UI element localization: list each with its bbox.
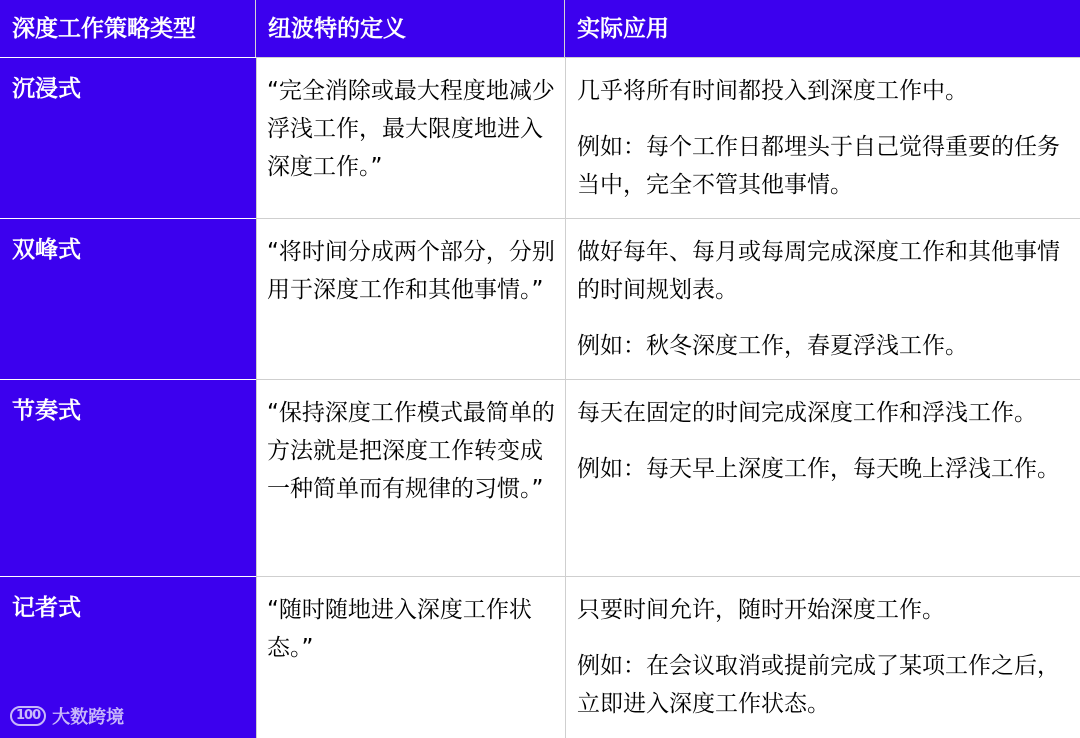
row-type-cell: 沉浸式 <box>0 57 256 218</box>
application-example: 例如：秋冬深度工作，春夏浮浅工作。 <box>577 333 968 359</box>
application-text: 做好每年、每月或每周完成深度工作和其他事情的时间规划表。 <box>577 239 1060 303</box>
row-application-cell <box>565 218 1080 379</box>
application-example: 例如：每个工作日都埋头于自己觉得重要的任务当中，完全不管其他事情。 <box>577 134 1060 198</box>
row-definition-cell: “将时间分成两个部分，分别用于深度工作和其他事情。” <box>256 218 565 379</box>
row-definition-cell: “完全消除或最大程度地减少浮浅工作，最大限度地进入深度工作。” <box>256 57 565 218</box>
application-text: 只要时间允许，随时开始深度工作。 <box>577 597 945 623</box>
row-application-cell <box>565 576 1080 738</box>
header-practical-application: 实际应用 <box>565 0 1080 57</box>
row-type-cell: 双峰式 <box>0 218 256 379</box>
application-example: 例如：每天早上深度工作，每天晚上浮浅工作。 <box>577 456 1060 482</box>
row-application-cell <box>565 57 1080 218</box>
watermark <box>10 703 124 729</box>
watermark-logo-icon: 100 <box>10 706 46 726</box>
row-application-cell <box>565 379 1080 576</box>
row-definition-cell: “保持深度工作模式最简单的方法就是把深度工作转变成一种简单而有规律的习惯。” <box>256 379 565 576</box>
application-example: 例如：在会议取消或提前完成了某项工作之后，立即进入深度工作状态。 <box>577 653 1060 717</box>
header-newport-definition: 纽波特的定义 <box>256 0 565 57</box>
row-type-cell: 节奏式 <box>0 379 256 576</box>
watermark-text: 大数跨境 <box>52 707 125 728</box>
application-text: 每天在固定的时间完成深度工作和浮浅工作。 <box>577 400 1037 426</box>
header-strategy-type: 深度工作策略类型 <box>0 0 256 57</box>
row-definition-cell: “随时随地进入深度工作状态。” <box>256 576 565 738</box>
application-text: 几乎将所有时间都投入到深度工作中。 <box>577 78 968 104</box>
row-type-cell: 记者式 <box>0 576 256 738</box>
